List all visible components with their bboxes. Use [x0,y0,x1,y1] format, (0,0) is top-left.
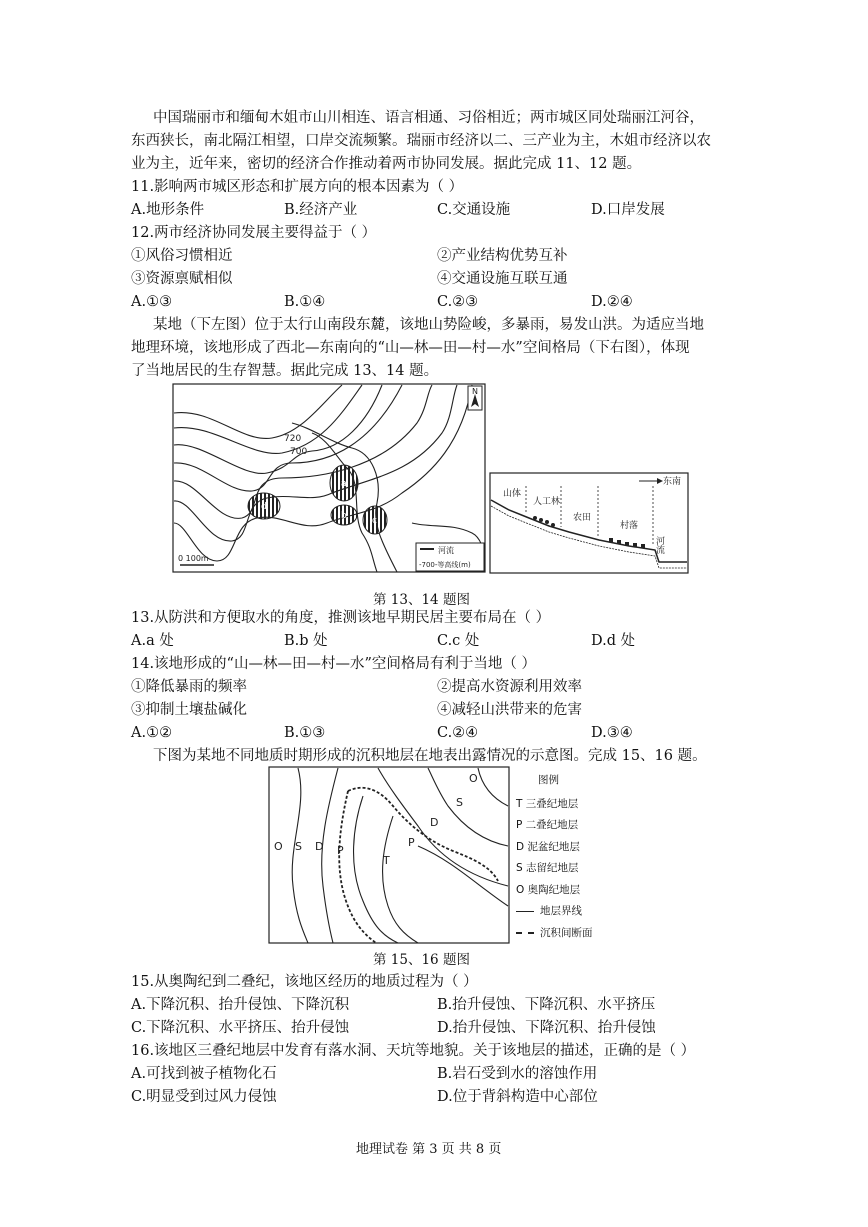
unconformity-line-icon [516,932,534,934]
profile-label-forest: 人工林 [533,497,561,507]
question-12-option-a[interactable]: A.①③ [131,294,173,310]
question-11-option-c[interactable]: C.交通设施 [437,202,511,218]
legend-boundary [516,901,616,923]
question-16-option-d[interactable]: D.位于背斜构造中心部位 [437,1089,598,1105]
question-13-option-a[interactable]: A.a 处 [131,633,174,649]
question-13-stem: 13.从防洪和方便取水的角度，推测该地早期民居主要布局在（ ） [131,610,551,626]
passage-3: 下图为某地不同地质时期形成的沉积地层在地表出露情况的示意图。完成 15、16 题。 [153,748,707,764]
question-12-stem: 12.两市经济协同发展主要得益于（ ） [131,225,377,241]
question-16-stem: 16.该地区三叠纪地层中发育有落水洞、天坑等地貌。关于该地层的描述，正确的是（ ） [131,1043,696,1059]
question-14-item-4: ④减轻山洪带来的危害 [437,702,582,718]
legend-triassic: T 三叠纪地层 [516,797,579,810]
geology-map-figure [268,766,510,944]
legend-unconformity-label: 沉积间断面 [540,926,593,939]
profile-direction-label: 东南 [663,477,682,487]
boundary-line-icon [516,911,534,912]
question-16-option-b[interactable]: B.岩石受到水的溶蚀作用 [437,1066,598,1082]
north-label: N [472,387,478,396]
profile-label-mountain: 山体 [503,489,522,499]
question-13-option-c[interactable]: C.c 处 [437,633,480,649]
legend-silurian: S 志留纪地层 [516,862,579,874]
legend-title: 图例 [538,774,559,786]
north-arrow-icon [468,386,482,410]
question-12-option-b[interactable]: B.①④ [284,294,326,310]
question-14-option-c[interactable]: C.②④ [437,725,479,741]
scale-label: 0 100m [178,554,209,563]
question-12-item-1: ①风俗习惯相近 [131,248,233,264]
question-15-option-b[interactable]: B.抬升侵蚀、下降沉积、水平挤压 [437,997,656,1013]
passage-1-line-1: 中国瑞丽市和缅甸木姐市山川相连、语言相通、习俗相近；两市城区同处瑞丽江河谷， [153,110,704,126]
question-11-option-b[interactable]: B.经济产业 [284,202,358,218]
question-12-item-4: ④交通设施互联互通 [437,271,568,287]
profile-label-village: 村落 [620,521,639,531]
legend-devonian: D 泥盆纪地层 [516,840,580,853]
legend-boundary-label: 地层界线 [540,905,582,917]
question-16-option-c[interactable]: C.明显受到过风力侵蚀 [131,1089,277,1105]
profile-label-river: 河流 [654,536,664,554]
question-14-stem: 14.该地形成的“山—林—田—村—水”空间格局有利于当地（ ） [131,656,536,672]
question-14-item-2: ②提高水资源利用效率 [437,679,582,695]
legend-permian: P 二叠纪地层 [516,819,579,831]
figure-13-14-caption: 第 13、14 题图 [373,592,470,608]
question-12-item-2: ②产业结构优势互补 [437,248,568,264]
passage-1-line-3: 业为主，近年来，密切的经济合作推动着两市协同发展。据此完成 11、12 题。 [131,156,642,172]
passage-2-line-2: 地理环境，该地形成了西北—东南向的“山—林—田—村—水”空间格局（下右图），体现 [131,340,690,356]
passage-2-line-3: 了当地居民的生存智慧。据此完成 13、14 题。 [131,363,439,379]
question-12-item-3: ③资源禀赋相似 [131,271,233,287]
contour-label-700: 700 [290,447,308,457]
question-14-option-b[interactable]: B.①③ [284,725,326,741]
geo-label-o-right: O [469,772,478,785]
legend-unconformity [516,923,616,945]
geo-label-p-left: P [337,844,344,857]
passage-1-line-2: 东西狭长，南北隔江相望，口岸交流频繁。瑞丽市经济以二、三产业为主，木姐市经济以农 [131,133,711,149]
question-16-option-a[interactable]: A.可找到被子植物化石 [131,1066,277,1082]
question-12-option-c[interactable]: C.②③ [437,294,479,310]
question-11-stem: 11.影响两市城区形态和扩展方向的根本因素为（ ） [131,179,464,195]
question-13-option-b[interactable]: B.b 处 [284,633,328,649]
question-15-option-d[interactable]: D.抬升侵蚀、下降沉积、抬升侵蚀 [437,1020,656,1036]
figure-15-16-caption: 第 15、16 题图 [373,952,470,968]
geo-label-d-left: D [315,840,324,853]
geo-label-s-left: S [295,840,302,853]
contour-map-figure [172,383,486,573]
legend-ordovician: O 奥陶纪地层 [516,883,581,896]
question-11-option-a[interactable]: A.地形条件 [131,202,205,218]
question-13-option-d[interactable]: D.d 处 [591,633,636,649]
map-legend [416,543,484,571]
geo-label-o-left: O [274,840,283,853]
question-15-option-c[interactable]: C.下降沉积、水平挤压、抬升侵蚀 [131,1020,350,1036]
page-footer: 地理试卷 第 3 页 共 8 页 [356,1142,502,1157]
question-12-option-d[interactable]: D.②④ [591,294,633,310]
geo-label-p-right: P [408,836,415,849]
label-b: b [341,511,347,521]
profile-figure [489,472,689,574]
question-15-option-a[interactable]: A.下降沉积、抬升侵蚀、下降沉积 [131,997,350,1013]
legend-contour: -700-等高线(m) [419,561,471,569]
question-14-option-d[interactable]: D.③④ [591,725,633,741]
question-14-item-1: ①降低暴雨的频率 [131,679,247,695]
legend-river: 河流 [438,546,454,555]
profile-label-farmland: 农田 [573,513,592,523]
question-14-option-a[interactable]: A.①② [131,725,173,741]
geo-label-t: T [383,854,390,867]
label-a: a [341,479,347,489]
question-11-option-d[interactable]: D.口岸发展 [591,202,665,218]
question-14-item-3: ③抑制土壤盐碱化 [131,702,247,718]
contour-label-720: 720 [284,434,302,444]
geo-label-d-right: D [430,816,439,829]
geology-legend [516,770,616,944]
label-c: c [372,516,377,526]
question-15-stem: 15.从奥陶纪到二叠纪，该地区经历的地质过程为（ ） [131,974,478,990]
passage-2-line-1: 某地（下左图）位于太行山南段东麓，该地山势险峻，多暴雨，易发山洪。为适应当地 [153,317,704,333]
label-d: d [261,502,267,512]
geo-label-s-right: S [456,796,463,809]
